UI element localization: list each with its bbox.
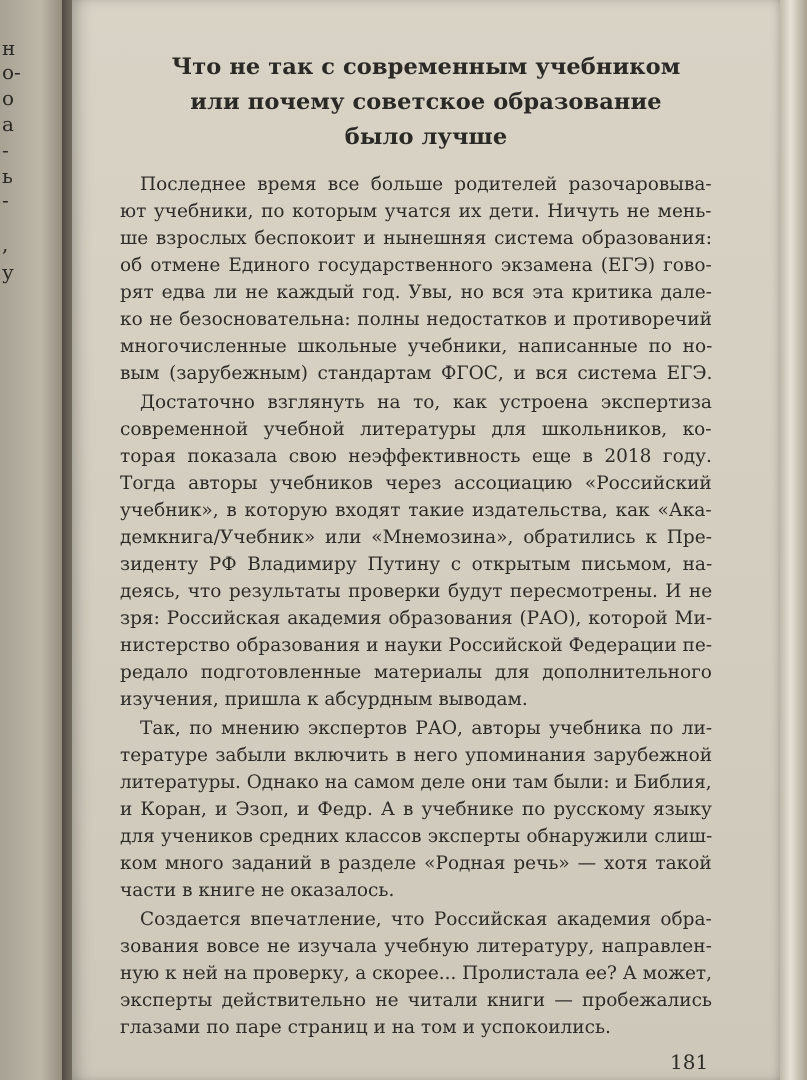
text-line: многочисленные школьные учебники, написанные по но- — [120, 336, 713, 357]
text-line: торая показала свою неэффективность еще в 2018 году. — [120, 446, 712, 467]
text-line: ко не безосновательна: полны недостатков и противоречий — [120, 309, 712, 330]
text-line: ком много заданий в разделе «Родная речь» — хотя такой — [120, 853, 712, 874]
left-page-fragment: у — [2, 260, 14, 284]
text-line: и Коран, и Эзоп, и Федр. А в учебнике по русскому языку — [120, 799, 712, 820]
text-line: зиденту РФ Владимиру Путину с открытым письмом, на- — [120, 554, 713, 575]
text-line: тературе забыли включить в него упоминания зарубежной — [120, 745, 713, 766]
page-number: 181 — [670, 1050, 709, 1074]
left-page-fragment: а — [2, 112, 14, 136]
left-page-fragment: о — [2, 86, 15, 110]
article-title-line: было лучше — [344, 124, 508, 150]
text-line: Так, по мнению экспертов РАО, авторы учебника по ли- — [140, 718, 713, 739]
left-page-fragment: о- — [2, 60, 21, 84]
text-line: демкнига/Учебник» или «Мнемозина», обратились к Пре- — [120, 527, 712, 548]
text-line: эксперты действительно не читали книги — пробежались — [120, 990, 713, 1011]
text-line: для учеников средних классов эксперты обнаружили слиш- — [120, 826, 713, 847]
text-line: ше взрослых беспокоит и нынешняя система образования: — [120, 228, 712, 249]
text-line: редало подготовленные материалы для дополнительного — [120, 662, 712, 683]
article-title-line: Что не так с современным учебником — [171, 54, 681, 80]
text-line: части в книге не оказалось. — [120, 880, 395, 901]
text-line: деясь, что результаты проверки будут пересмотрены. И не — [120, 581, 713, 602]
text-line: Создается впечатление, что Российская академия обра- — [140, 909, 712, 930]
text-line: об отмене Единого государственного экзамена (ЕГЭ) гово- — [120, 255, 712, 276]
text-line: ют учебники, по которым учатся их дети. Ничуть не мень- — [120, 201, 712, 222]
text-line: рят едва ли не каждый год. Увы, но вся эта критика дале- — [120, 282, 712, 303]
text-line: современной учебной литературы для школьников, ко- — [120, 419, 712, 440]
text-line: литературы. Однако на самом деле они там были: и Библия, — [120, 772, 712, 793]
text-line: изучения, пришла к абсурдным выводам. — [120, 689, 528, 710]
book-page — [72, 0, 780, 1080]
text-line: ную к ней на проверку, а скорее... Пролистала ее? А может, — [120, 963, 712, 984]
text-line: зря: Российская академия образования (РАО), которой Ми- — [120, 608, 713, 629]
left-page-fragment: н — [2, 36, 16, 60]
right-page-edge — [780, 0, 807, 1080]
text-line: вым (зарубежным) стандартам ФГОС, и вся система ЕГЭ. — [120, 363, 713, 384]
left-page-fragment: ь — [2, 164, 13, 188]
left-page-fragment: - — [2, 138, 9, 162]
text-line: нистерство образования и науки Российской Федерации пе- — [120, 635, 713, 656]
text-line: Тогда авторы учебников через ассоциацию «Российский — [120, 473, 712, 494]
text-line: Последнее время все больше родителей разочаровыва- — [140, 174, 712, 195]
text-line: глазами по паре страниц и на том и успокоились. — [120, 1017, 611, 1038]
text-line: учебник», в которую входят такие издательства, как «Ака- — [120, 500, 712, 521]
text-line: Достаточно взглянуть на то, как устроена экспертиза — [140, 392, 712, 413]
left-page-fragment: , — [2, 232, 9, 256]
text-line: зования вовсе не изучала учебную литературу, направлен- — [120, 936, 712, 957]
left-page-fragment: - — [2, 188, 9, 212]
article-title-line: или почему советское образование — [190, 89, 662, 115]
